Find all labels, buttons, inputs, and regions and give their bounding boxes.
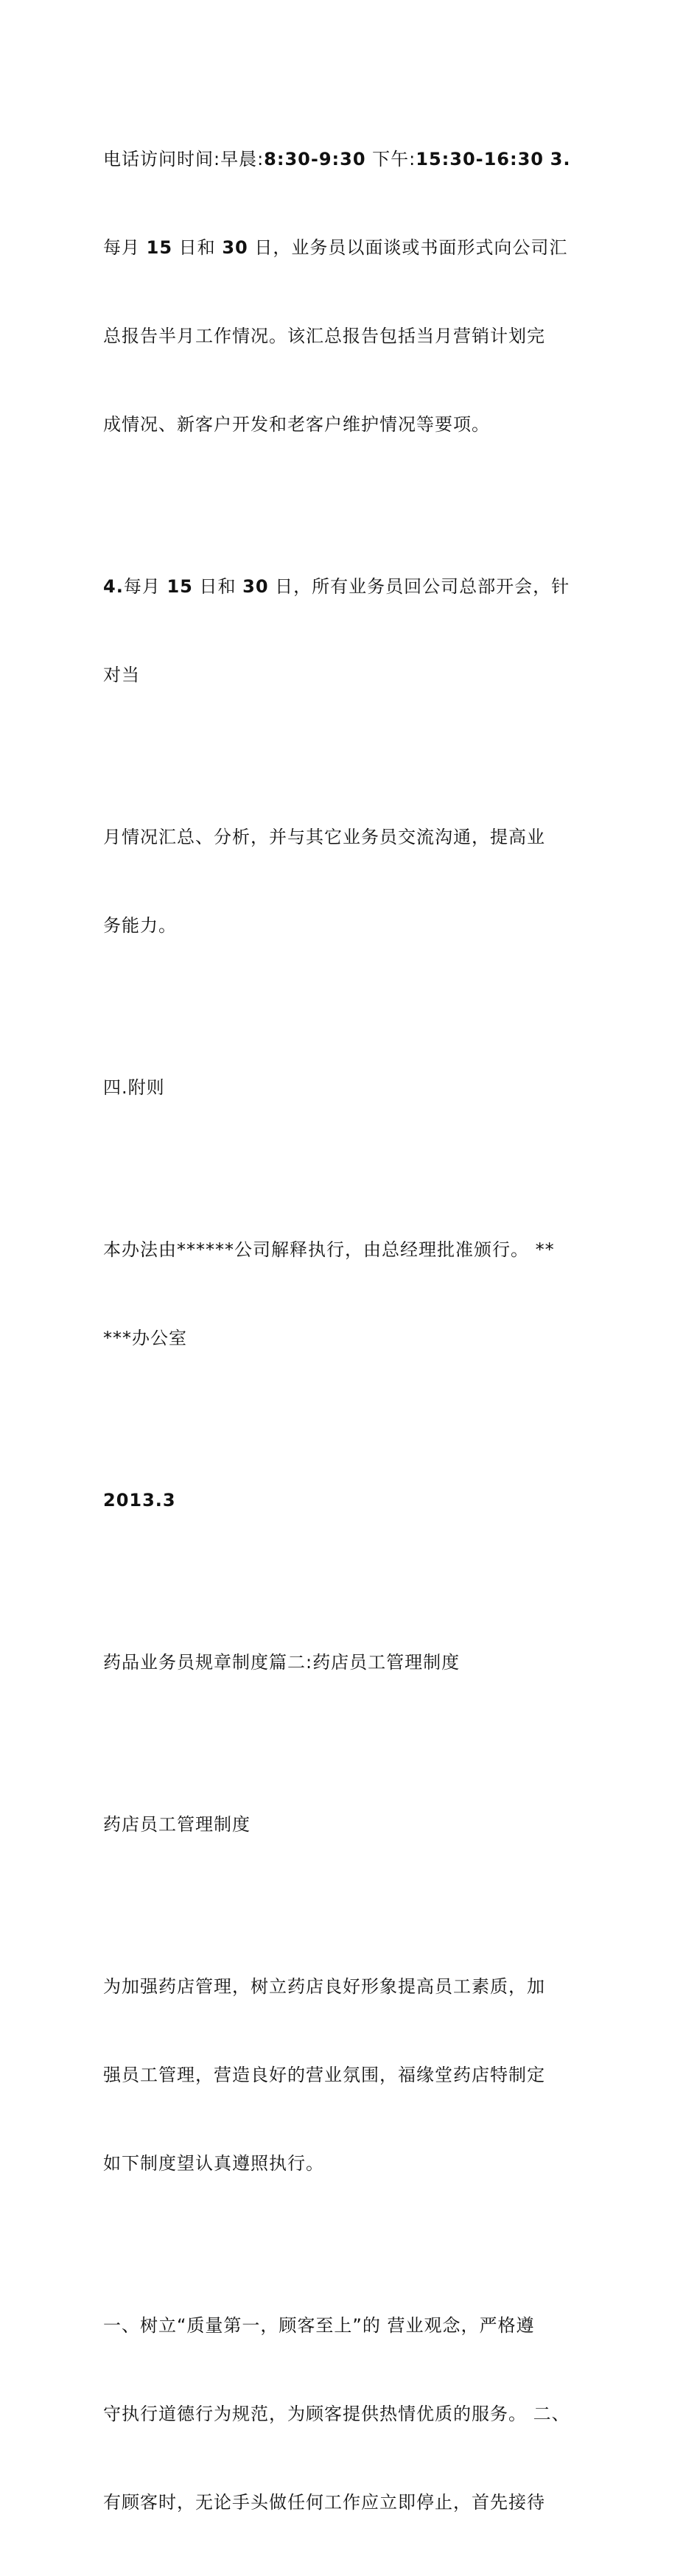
text-run: 月情况汇总、分析，并与其它业务员交流沟通，提高业: [103, 827, 545, 847]
text-run-bold: 2013.3: [103, 1490, 176, 1511]
text-line: [103, 2399, 604, 2429]
text-run: 为加强药店管理，树立药店良好形象提高员工素质，加: [103, 1976, 545, 1997]
document-page: [103, 85, 604, 2576]
text-line: [103, 1235, 604, 1264]
text-run: 本办法由******公司解释执行，由总经理批准颁行。 **: [103, 1239, 555, 1260]
text-run-bold: 4.: [103, 576, 124, 597]
text-run: 日和: [192, 576, 243, 597]
text-line: [103, 2311, 604, 2340]
text-run-bold: 30: [242, 576, 269, 597]
paragraph-summary-analysis: [103, 763, 604, 999]
text-line: [103, 1972, 604, 2001]
text-line: [103, 144, 604, 174]
text-line: [103, 1485, 604, 1515]
text-run: 电话访问时间:早晨:: [103, 149, 265, 169]
text-run: 务能力。: [103, 915, 177, 936]
text-line: [103, 1648, 604, 1677]
text-run: 药店员工管理制度: [103, 1814, 251, 1835]
text-line: [103, 233, 604, 262]
text-run: 四.附则: [103, 1077, 165, 1098]
text-line: [103, 321, 604, 351]
paragraph-gap: [103, 2237, 604, 2252]
text-run: 强员工管理，营造良好的营业氛围，福缘堂药店特制定: [103, 2065, 545, 2085]
text-run: 一、树立“质量第一，顾客至上”的 营业观念，严格遵: [103, 2315, 535, 2336]
text-run: 对当: [103, 665, 140, 685]
paragraph-gap: [103, 1898, 604, 1913]
text-run: 如下制度望认真遵照执行。: [103, 2153, 324, 2174]
text-run: 每月: [103, 237, 147, 258]
text-run-bold: 8:30-9:30: [264, 149, 366, 169]
text-line: [103, 822, 604, 852]
text-line: [103, 2060, 604, 2090]
text-run: 总报告半月工作情况。该汇总报告包括当月营销计划完: [103, 326, 545, 346]
text-run: 成情况、新客户开发和老客户维护情况等要项。: [103, 414, 490, 435]
paragraph-phone-visit-and-report: [103, 85, 604, 498]
paragraph-gap: [103, 1412, 604, 1427]
text-run-bold: 15:30-16:30: [416, 149, 544, 169]
text-run: 日，所有业务员回公司总部开会，针: [268, 576, 570, 597]
paragraph-chapter-title: [103, 1589, 604, 1736]
text-run: ***办公室: [103, 1328, 187, 1348]
paragraph-interpretation: [103, 1176, 604, 1412]
paragraph-rules: [103, 2252, 604, 2576]
text-line: [103, 1323, 604, 1353]
paragraph-gap: [103, 498, 604, 513]
text-run: 每月: [123, 576, 167, 597]
text-line: [103, 410, 604, 439]
text-run: 日，业务员以面谈或书面形式向公司汇: [248, 237, 568, 258]
text-run-bold: 3.: [550, 149, 571, 169]
paragraph-gap: [103, 749, 604, 763]
text-run: 下午:: [365, 149, 416, 169]
paragraph-monthly-meeting: [103, 513, 604, 749]
text-run-bold: 15: [167, 576, 193, 597]
paragraph-gap: [103, 999, 604, 1014]
paragraph-gap: [103, 1574, 604, 1589]
text-line: [103, 2149, 604, 2178]
text-line: [103, 660, 604, 690]
text-run: 药品业务员规章制度篇二:药店员工管理制度: [103, 1652, 461, 1673]
paragraph-doc-title: [103, 1751, 604, 1898]
text-run: 守执行道德行为规范，为顾客提供热情优质的服务。 二、: [103, 2404, 570, 2424]
text-run-bold: 30: [222, 237, 248, 258]
paragraph-date: [103, 1427, 604, 1574]
text-line: [103, 911, 604, 940]
text-run-bold: 15: [146, 237, 173, 258]
text-run: 日和: [172, 237, 223, 258]
text-line: [103, 572, 604, 601]
text-run: 有顾客时，无论手头做任何工作应立即停止，首先接待: [103, 2492, 545, 2513]
text-line: [103, 2488, 604, 2517]
paragraph-gap: [103, 1736, 604, 1751]
text-run: [544, 149, 550, 169]
paragraph-intro: [103, 1913, 604, 2237]
paragraph-gap: [103, 1161, 604, 1176]
section-heading-appendix: [103, 1014, 604, 1161]
text-line: [103, 1073, 604, 1102]
text-line: [103, 1810, 604, 1839]
